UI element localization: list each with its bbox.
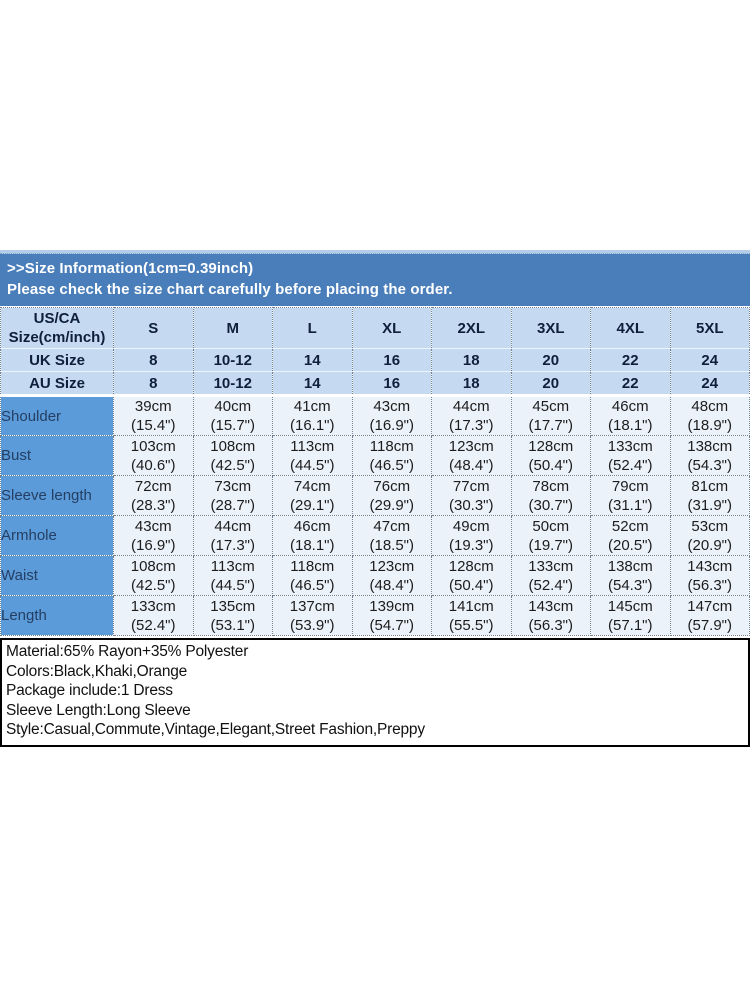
measurement-cell	[193, 436, 273, 476]
cm-value: 48cm	[691, 398, 729, 415]
row-label-cell: Sleeve length	[1, 476, 114, 516]
corner-header-line1: US/CA	[33, 310, 81, 327]
cm-value: 145cm	[607, 597, 653, 615]
inch-value: (46.5")	[289, 576, 335, 594]
size-column-header: L	[273, 308, 353, 349]
cm-value: 137cm	[289, 597, 335, 615]
measurement-row	[1, 396, 750, 436]
inch-value: (42.5")	[210, 456, 255, 474]
measurement-cell	[591, 596, 671, 636]
inch-value: (40.6")	[130, 456, 176, 474]
conversion-value-cell: 24	[670, 349, 750, 372]
inch-value: (53.9")	[289, 616, 335, 634]
size-column-header: XL	[352, 308, 432, 349]
measurement-cell	[670, 556, 750, 596]
measurement-cell	[352, 476, 432, 516]
measurement-cell	[511, 516, 591, 556]
cm-value: 108cm	[130, 557, 176, 575]
measurement-cell	[114, 476, 194, 516]
measurement-row	[1, 596, 750, 636]
measurement-cell	[432, 556, 512, 596]
measurement-cell	[591, 556, 671, 596]
product-info-line: Package include:1 Dress	[6, 682, 173, 699]
cm-value: 76cm	[373, 477, 411, 495]
cm-value: 50cm	[532, 517, 570, 535]
measurement-row	[1, 436, 750, 476]
size-chart-header	[1, 308, 750, 396]
inch-value: (56.3")	[687, 576, 732, 594]
inch-value: (16.1")	[289, 417, 335, 434]
row-label-cell: Length	[1, 596, 114, 636]
cm-value: 123cm	[448, 437, 494, 455]
inch-value: (15.7")	[210, 417, 255, 434]
inch-value: (17.7")	[528, 417, 573, 434]
size-header-row	[1, 308, 750, 349]
size-chart-table	[0, 307, 750, 636]
inch-value: (19.3")	[448, 536, 494, 554]
cm-value: 73cm	[214, 477, 252, 495]
measurement-cell	[193, 596, 273, 636]
banner-subtitle: Please check the size chart carefully before placing the order.	[7, 281, 453, 298]
cm-value: 49cm	[452, 517, 490, 535]
uk-size-row	[1, 349, 750, 372]
product-info-line: Colors:Black,Khaki,Orange	[6, 662, 188, 680]
cm-value: 45cm	[532, 398, 570, 415]
inch-value: (44.5")	[210, 576, 255, 594]
cm-value: 133cm	[130, 597, 176, 615]
size-column-header: 4XL	[591, 308, 671, 349]
measurement-cell	[114, 396, 194, 436]
inch-value: (54.3")	[687, 456, 732, 474]
cm-value: 135cm	[210, 597, 256, 615]
inch-value: (15.4")	[130, 417, 176, 434]
inch-value: (54.7")	[369, 616, 414, 634]
au-size-row	[1, 372, 750, 396]
measurement-cell	[591, 516, 671, 556]
measurement-cell	[591, 396, 671, 436]
inch-value: (28.3")	[130, 496, 176, 514]
inch-value: (16.9")	[130, 536, 176, 554]
cm-value: 138cm	[687, 437, 733, 455]
cm-value: 133cm	[528, 557, 574, 575]
measurement-cell	[670, 436, 750, 476]
cm-value: 40cm	[214, 398, 252, 415]
measurement-row	[1, 516, 750, 556]
conversion-value-cell: 22	[591, 372, 671, 396]
cm-value: 41cm	[293, 398, 331, 415]
product-info-box	[0, 638, 750, 747]
conversion-value-cell: 18	[432, 349, 512, 372]
measurement-cell	[114, 596, 194, 636]
conversion-value-cell: 18	[432, 372, 512, 396]
conversion-value-cell: 10-12	[193, 349, 273, 372]
conversion-value-cell: 16	[352, 372, 432, 396]
cm-value: 113cm	[290, 437, 335, 455]
cm-value: 53cm	[691, 517, 729, 535]
conversion-value-cell: 10-12	[193, 372, 273, 396]
banner-text-block	[0, 254, 750, 306]
conversion-value-cell: 20	[511, 349, 591, 372]
measurement-cell	[670, 596, 750, 636]
inch-value: (31.9")	[687, 496, 732, 514]
measurement-cell	[273, 556, 353, 596]
conversion-row-label: UK Size	[1, 349, 114, 372]
measurement-cell	[273, 476, 353, 516]
inch-value: (53.1")	[210, 616, 255, 634]
inch-value: (18.9")	[687, 417, 732, 434]
banner-title: >>Size Information(1cm=0.39inch)	[7, 260, 254, 277]
measurement-cell	[273, 436, 353, 476]
inch-value: (17.3")	[210, 536, 255, 554]
measurement-cell	[114, 556, 194, 596]
cm-value: 147cm	[687, 597, 733, 615]
cm-value: 123cm	[369, 557, 415, 575]
cm-value: 143cm	[528, 597, 574, 615]
measurement-cell	[511, 396, 591, 436]
inch-value: (56.3")	[528, 616, 573, 634]
cm-value: 47cm	[373, 517, 411, 535]
conversion-value-cell: 8	[114, 372, 194, 396]
measurement-cell	[432, 596, 512, 636]
inch-value: (17.3")	[448, 417, 494, 434]
cm-value: 133cm	[607, 437, 653, 455]
row-label-cell: Armhole	[1, 516, 114, 556]
measurement-cell	[352, 396, 432, 436]
row-label-cell: Waist	[1, 556, 114, 596]
size-column-header: S	[114, 308, 194, 349]
measurement-cell	[352, 516, 432, 556]
measurement-cell	[273, 396, 353, 436]
cm-value: 81cm	[691, 477, 729, 495]
measurement-cell	[432, 476, 512, 516]
cm-value: 77cm	[452, 477, 490, 495]
row-label-cell: Bust	[1, 436, 114, 476]
cm-value: 46cm	[293, 517, 331, 535]
measurement-cell	[670, 516, 750, 556]
cm-value: 139cm	[369, 597, 415, 615]
inch-value: (20.5")	[607, 536, 653, 554]
measurement-cell	[670, 396, 750, 436]
cm-value: 78cm	[532, 477, 570, 495]
measurement-cell	[352, 556, 432, 596]
measurement-cell	[432, 516, 512, 556]
inch-value: (50.4")	[528, 456, 573, 474]
measurement-cell	[193, 476, 273, 516]
measurement-cell	[114, 516, 194, 556]
conversion-row-label: AU Size	[1, 372, 114, 396]
inch-value: (30.3")	[448, 496, 494, 514]
product-info-line: Style:Casual,Commute,Vintage,Elegant,Street Fashion,Preppy	[6, 721, 425, 738]
inch-value: (28.7")	[210, 496, 255, 514]
cm-value: 43cm	[134, 517, 172, 535]
conversion-value-cell: 16	[352, 349, 432, 372]
inch-value: (52.4")	[528, 576, 573, 594]
conversion-value-cell: 14	[273, 349, 353, 372]
product-info-line: Sleeve Length:Long Sleeve	[6, 701, 191, 719]
size-column-header: M	[193, 308, 273, 349]
measurement-cell	[193, 396, 273, 436]
corner-header-cell	[1, 308, 114, 349]
inch-value: (42.5")	[130, 576, 176, 594]
cm-value: 74cm	[293, 477, 331, 495]
measurement-cell	[193, 516, 273, 556]
inch-value: (55.5")	[448, 616, 494, 634]
size-information-sheet	[0, 250, 750, 747]
inch-value: (57.9")	[687, 616, 732, 634]
inch-value: (52.4")	[607, 456, 653, 474]
conversion-value-cell: 8	[114, 349, 194, 372]
inch-value: (31.1")	[607, 496, 653, 514]
inch-value: (20.9")	[687, 536, 732, 554]
inch-value: (18.1")	[607, 417, 653, 434]
measurement-cell	[511, 556, 591, 596]
cm-value: 141cm	[448, 597, 494, 615]
measurement-cell	[511, 596, 591, 636]
cm-value: 143cm	[687, 557, 733, 575]
measurement-cell	[591, 476, 671, 516]
measurement-cell	[432, 396, 512, 436]
cm-value: 46cm	[611, 398, 649, 415]
size-column-header: 2XL	[432, 308, 512, 349]
conversion-value-cell: 24	[670, 372, 750, 396]
measurement-cell	[352, 436, 432, 476]
inch-value: (18.5")	[369, 536, 414, 554]
inch-value: (29.9")	[369, 496, 414, 514]
measurement-cell	[114, 436, 194, 476]
measurement-row	[1, 556, 750, 596]
conversion-value-cell: 20	[511, 372, 591, 396]
cm-value: 43cm	[373, 398, 411, 415]
measurement-cell	[670, 476, 750, 516]
conversion-value-cell: 22	[591, 349, 671, 372]
inch-value: (57.1")	[607, 616, 653, 634]
cm-value: 118cm	[369, 437, 414, 455]
size-column-header: 5XL	[670, 308, 750, 349]
cm-value: 103cm	[130, 437, 176, 455]
inch-value: (46.5")	[369, 456, 414, 474]
size-info-banner	[0, 250, 750, 306]
measurement-cell	[273, 516, 353, 556]
cm-value: 52cm	[611, 517, 649, 535]
cm-value: 44cm	[214, 517, 252, 535]
measurement-cell	[432, 436, 512, 476]
cm-value: 128cm	[528, 437, 574, 455]
cm-value: 138cm	[607, 557, 653, 575]
inch-value: (19.7")	[528, 536, 573, 554]
measurement-cell	[511, 476, 591, 516]
inch-value: (50.4")	[448, 576, 494, 594]
inch-value: (48.4")	[369, 576, 414, 594]
measurement-cell	[511, 436, 591, 476]
inch-value: (18.1")	[289, 536, 335, 554]
cm-value: 39cm	[134, 398, 172, 415]
inch-value: (30.7")	[528, 496, 573, 514]
cm-value: 72cm	[134, 477, 172, 495]
measurement-cell	[273, 596, 353, 636]
cm-value: 79cm	[611, 477, 649, 495]
inch-value: (44.5")	[289, 456, 335, 474]
size-column-header: 3XL	[511, 308, 591, 349]
product-info-line: Material:65% Rayon+35% Polyester	[6, 643, 249, 660]
inch-value: (29.1")	[289, 496, 335, 514]
measurement-cell	[352, 596, 432, 636]
measurement-cell	[193, 556, 273, 596]
row-label-cell: Shoulder	[1, 396, 114, 436]
inch-value: (54.3")	[607, 576, 653, 594]
cm-value: 118cm	[290, 557, 335, 575]
size-chart-body	[1, 396, 750, 636]
cm-value: 44cm	[452, 398, 490, 415]
inch-value: (48.4")	[448, 456, 494, 474]
cm-value: 113cm	[210, 557, 255, 575]
inch-value: (16.9")	[369, 417, 414, 434]
conversion-value-cell: 14	[273, 372, 353, 396]
inch-value: (52.4")	[130, 616, 176, 634]
cm-value: 108cm	[210, 437, 256, 455]
corner-header-line2: Size(cm/inch)	[8, 329, 106, 346]
measurement-cell	[591, 436, 671, 476]
measurement-row	[1, 476, 750, 516]
cm-value: 128cm	[448, 557, 494, 575]
